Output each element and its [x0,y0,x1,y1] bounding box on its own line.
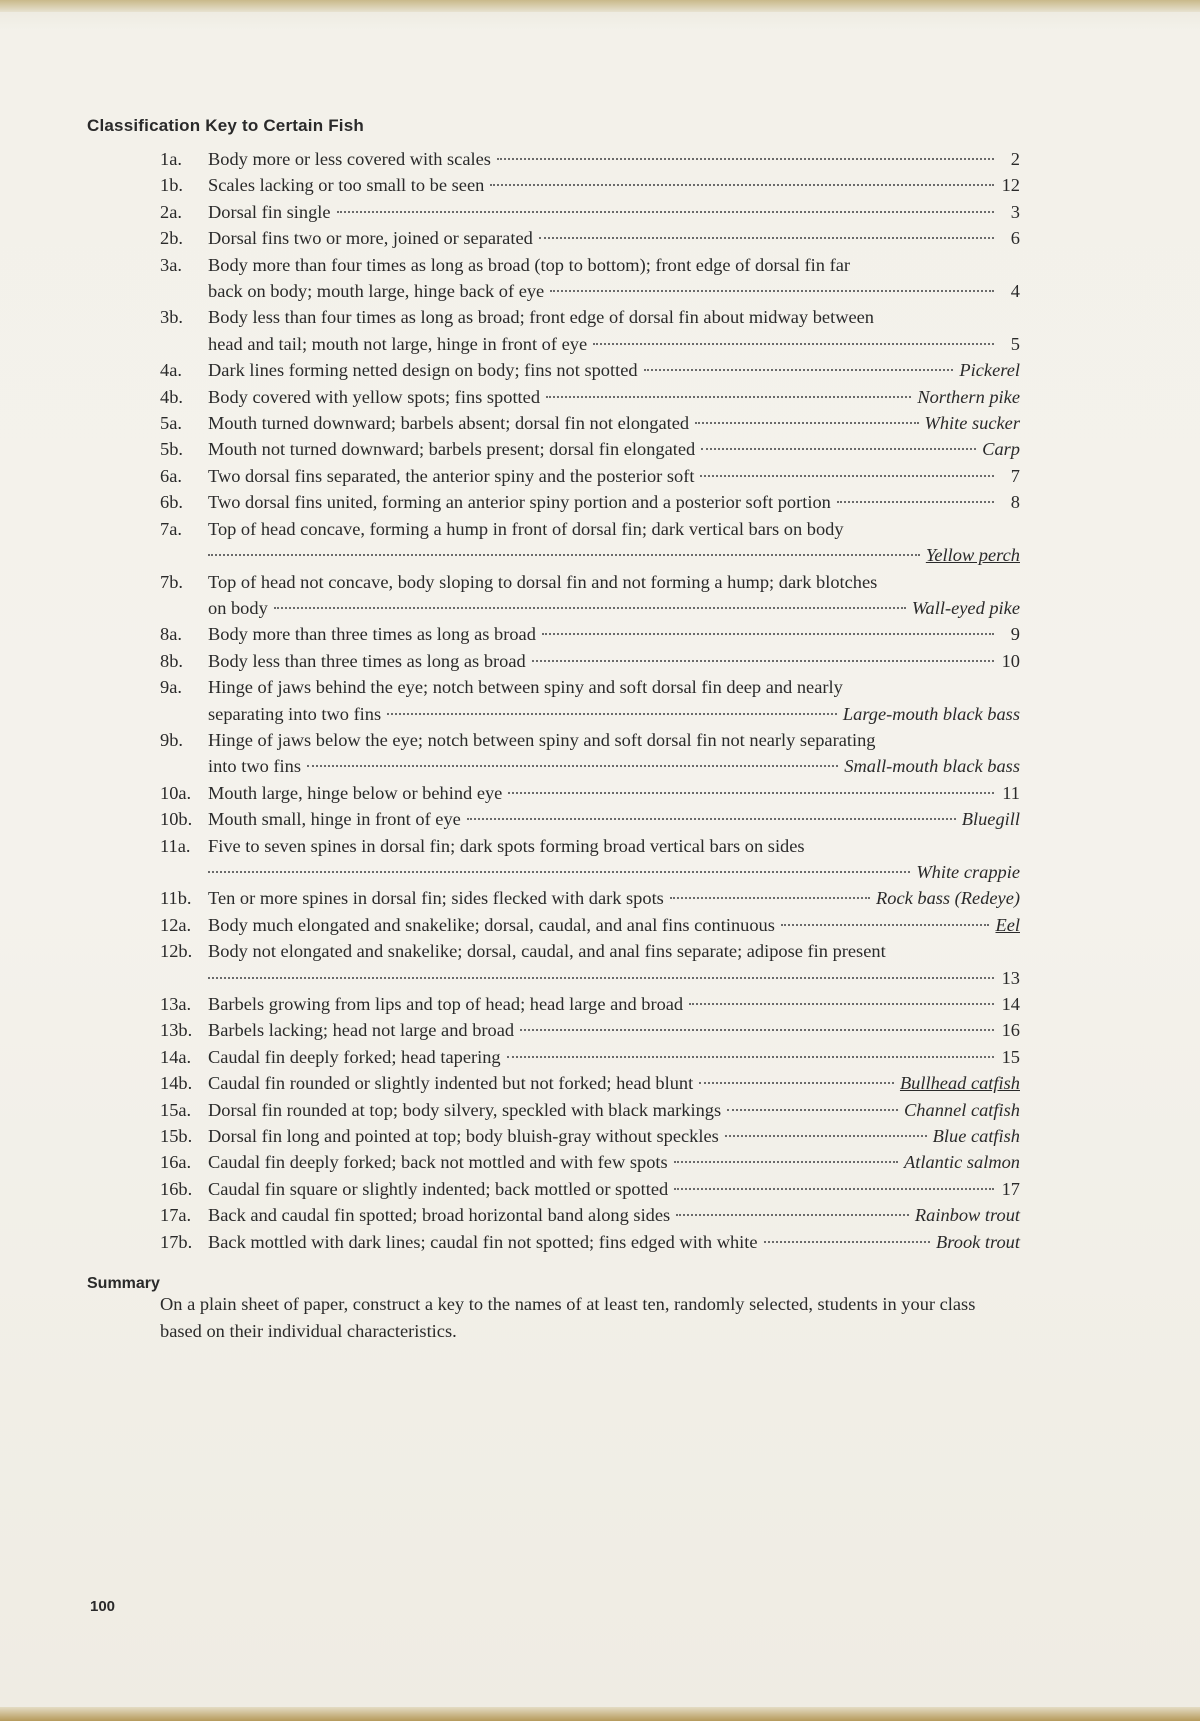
entry-result: 10 [1001,650,1020,671]
entry-description [208,304,1020,357]
key-entry [160,1044,1020,1070]
entry-text: Dorsal fin single [208,201,331,222]
entry-result: 12 [1001,175,1020,196]
entry-code: 11a. [160,835,191,856]
entry-text: Mouth small, hinge in front of eye [208,809,461,830]
key-entry [160,463,1020,489]
entry-text: Dorsal fins two or more, joined or separated [208,228,533,249]
entry-text: Top of head concave, forming a hump in front of dorsal fin; dark vertical bars on body [208,518,844,539]
leader-dots [337,211,994,213]
entry-code: 15b. [160,1126,193,1147]
summary-heading: Summary [87,1275,160,1292]
leader-dots [307,765,838,767]
key-entry [160,199,1020,225]
key-entry [160,410,1020,436]
leader-dots [725,1135,927,1137]
entry-text: Caudal fin rounded or slightly indented but not forked; head blunt [208,1073,694,1094]
entry-description [208,489,1020,515]
entry-result: 13 [1001,967,1020,988]
entry-result: Eel [995,914,1020,935]
entry-description [208,172,1020,198]
entry-result: Atlantic salmon [904,1152,1020,1173]
key-entry [160,146,1020,172]
entry-text: back on body; mouth large, hinge back of eye [208,281,545,302]
entry-description [208,912,1020,938]
entry-code: 6b. [160,492,183,513]
key-entry [160,516,1020,569]
key-entry [160,357,1020,383]
entry-code: 10b. [160,809,193,830]
key-entry [160,1097,1020,1123]
entry-code: 5b. [160,439,183,460]
entry-description [208,1123,1020,1149]
entry-code: 16a. [160,1152,192,1173]
entry-result: 11 [1002,782,1020,803]
leader-dots [490,184,994,186]
key-entry [160,1176,1020,1202]
entry-code: 17b. [160,1231,193,1252]
leader-dots [497,158,994,160]
leader-dots [674,1161,898,1163]
key-entry [160,991,1020,1017]
leader-dots [781,924,990,926]
entry-text: Mouth turned downward; barbels absent; dorsal fin not elongated [208,413,690,434]
entry-text: Dorsal fin rounded at top; body silvery, speckled with black markings [208,1099,722,1120]
entry-text: Body more than four times as long as broad (top to bottom); front edge of dorsal fin far [208,254,850,275]
entry-description [208,648,1020,674]
key-entry [160,1229,1020,1255]
entry-code: 10a. [160,782,192,803]
key-entry [160,885,1020,911]
leader-dots [674,1188,994,1190]
entry-result: Rainbow trout [914,1205,1020,1226]
entry-text: Body covered with yellow spots; fins spotted [208,386,541,407]
entry-text: Caudal fin deeply forked; back not mottled and with few spots [208,1152,668,1173]
leader-dots [644,369,954,371]
entry-result: Small-mouth black bass [844,756,1020,777]
leader-dots [550,290,994,292]
entry-code: 12a. [160,914,192,935]
entry-text: Body less than three times as long as broad [208,650,526,671]
entry-description [208,833,1020,886]
key-entry [160,780,1020,806]
entry-text: Hinge of jaws below the eye; notch between spiny and soft dorsal fin not nearly separating [208,729,876,750]
entry-code: 1b. [160,175,183,196]
entry-text: Five to seven spines in dorsal fin; dark spots forming broad vertical bars on sides [208,835,805,856]
entry-result: Bullhead catfish [899,1073,1020,1094]
entry-text: Ten or more spines in dorsal fin; sides flecked with dark spots [208,888,664,909]
entry-description [208,727,1020,780]
entry-description [208,1097,1020,1123]
leader-dots [208,554,920,556]
entry-code: 13b. [160,1020,193,1041]
entry-result: Bluegill [961,809,1020,830]
entry-code: 13a. [160,994,192,1014]
key-entry [160,304,1020,357]
entry-description [208,1229,1020,1255]
entry-result: 14 [1001,994,1020,1014]
entry-result: 8 [1010,492,1020,513]
entry-text: Barbels lacking; head not large and broad [208,1020,515,1041]
entry-code: 3a. [160,254,182,275]
entry-text: Body much elongated and snakelike; dorsal, caudal, and anal fins continuous [208,914,775,935]
entry-description [208,463,1020,489]
entry-result: 15 [1001,1046,1020,1067]
entry-result: Carp [982,439,1020,460]
entry-description [208,991,1020,1017]
leader-dots [532,660,994,662]
entry-code: 11b. [160,888,192,909]
entry-result: 16 [1001,1020,1020,1041]
entry-code: 14b. [160,1073,193,1094]
entry-description [208,569,1020,622]
entry-code: 4a. [160,360,182,381]
key-entry [160,674,1020,727]
entry-result: 2 [1010,149,1020,169]
leader-dots [695,422,918,424]
entry-description [208,436,1020,462]
entry-description [208,225,1020,251]
entry-result: 17 [1001,1178,1020,1199]
leader-dots [727,1109,898,1111]
classification-key [160,146,1020,1255]
entry-text: Dorsal fin long and pointed at top; body bluish-gray without speckles [208,1126,719,1147]
key-entry [160,1070,1020,1096]
entry-result: 5 [1010,333,1020,354]
entry-text: Back mottled with dark lines; caudal fin not spotted; fins edged with white [208,1231,758,1252]
page-number: 100 [90,1598,116,1615]
entry-code: 15a. [160,1099,192,1120]
leader-dots [701,448,976,450]
entry-result: Brook trout [936,1231,1020,1252]
leader-dots [520,1029,994,1031]
entry-result: Rock bass (Redeye) [876,888,1020,909]
entry-text: Body not elongated and snakelike; dorsal, caudal, and anal fins separate; adipose fin present [208,941,886,962]
entry-text: Caudal fin deeply forked; head tapering [208,1046,501,1067]
key-entry [160,938,1020,991]
entry-text: Body more or less covered with scales [208,149,491,169]
entry-text: separating into two fins [208,703,382,724]
entry-result: 4 [1010,281,1020,302]
entry-text: Back and caudal fin spotted; broad horizontal band along sides [208,1205,671,1226]
entry-result: 6 [1010,228,1020,249]
leader-dots [700,475,994,477]
entry-text: Dark lines forming netted design on body; fins not spotted [208,360,638,381]
entry-result: Wall-eyed pike [911,597,1020,618]
page-title: Classification Key to Certain Fish [87,116,364,135]
entry-description [208,806,1020,832]
key-entry [160,489,1020,515]
entry-text: Body less than four times as long as broad; front edge of dorsal fin about midway between [208,307,874,328]
entry-description [208,1176,1020,1202]
entry-description [208,674,1020,727]
entry-result: Blue catfish [932,1126,1020,1147]
entry-text: Two dorsal fins united, forming an anterior spiny portion and a posterior soft portion [208,492,831,513]
leader-dots [699,1082,894,1084]
key-entry [160,727,1020,780]
entry-description [208,885,1020,911]
key-entry [160,569,1020,622]
entry-result: Pickerel [959,360,1020,381]
entry-code: 17a. [160,1205,192,1226]
entry-description [208,357,1020,383]
entry-description [208,1149,1020,1175]
key-entry [160,384,1020,410]
leader-dots [274,607,906,609]
key-entry [160,1017,1020,1043]
leader-dots [208,871,910,873]
entry-code: 8a. [160,624,182,645]
entry-description [208,410,1020,436]
entry-code: 8b. [160,650,183,671]
leader-dots [676,1214,909,1216]
leader-dots [542,633,994,635]
entry-code: 6a. [160,465,182,486]
leader-dots [507,1056,994,1058]
entry-description [208,621,1020,647]
entry-description [208,516,1020,569]
entry-code: 3b. [160,307,183,328]
leader-dots [593,343,994,345]
entry-text: head and tail; mouth not large, hinge in front of eye [208,333,588,354]
entry-text: Two dorsal fins separated, the anterior spiny and the posterior soft [208,465,695,486]
summary-text: On a plain sheet of paper, construct a key to the names of at least ten, randomly selected, students in your class based on their individual characteristics. [160,1294,976,1341]
leader-dots [208,977,994,979]
entry-result: Northern pike [917,386,1020,407]
key-entry [160,252,1020,305]
entry-result: White sucker [924,413,1020,434]
entry-description [208,1070,1020,1096]
leader-dots [670,897,870,899]
key-entry [160,806,1020,832]
entry-description [208,199,1020,225]
key-entry [160,172,1020,198]
entry-code: 2a. [160,201,182,222]
leader-dots [837,501,994,503]
entry-result: 7 [1010,465,1020,486]
entry-code: 9b. [160,729,183,750]
page-bottom-edge [0,1707,1200,1721]
entry-description [208,1017,1020,1043]
key-entry [160,1123,1020,1149]
leader-dots [387,713,837,715]
entry-result: Large-mouth black bass [842,703,1020,724]
entry-description [208,780,1020,806]
entry-text: Barbels growing from lips and top of head; head large and broad [208,994,684,1014]
entry-code: 12b. [160,941,193,962]
key-entry [160,1149,1020,1175]
entry-code: 2b. [160,228,183,249]
entry-result: 3 [1010,201,1020,222]
entry-description [208,384,1020,410]
key-entry [160,648,1020,674]
leader-dots [689,1003,994,1005]
key-entry [160,621,1020,647]
entry-code: 9a. [160,677,182,698]
entry-code: 5a. [160,413,182,434]
entry-description [208,252,1020,305]
entry-text: Top of head not concave, body sloping to dorsal fin and not forming a hump; dark blotches [208,571,878,592]
key-entry [160,225,1020,251]
leader-dots [467,818,956,820]
entry-result: Channel catfish [904,1099,1020,1120]
entry-text: into two fins [208,756,301,777]
key-entry [160,833,1020,886]
key-entry [160,1202,1020,1228]
entry-result: 9 [1010,624,1020,645]
entry-text: Hinge of jaws behind the eye; notch between spiny and soft dorsal fin deep and nearly [208,677,843,698]
entry-code: 1a. [160,149,182,169]
entry-code: 14a. [160,1046,192,1067]
leader-dots [539,237,994,239]
page-top-edge [0,0,1200,12]
entry-description [208,146,1020,172]
entry-code: 4b. [160,386,183,407]
leader-dots [764,1241,930,1243]
entry-result: White crappie [916,861,1020,882]
leader-dots [546,396,911,398]
key-entry [160,912,1020,938]
entry-description [208,938,1020,991]
entry-code: 16b. [160,1178,193,1199]
leader-dots [508,792,994,794]
entry-text: Mouth large, hinge below or behind eye [208,782,503,803]
entry-text: Scales lacking or too small to be seen [208,175,485,196]
entry-text: Caudal fin square or slightly indented; back mottled or spotted [208,1178,669,1199]
entry-description [208,1202,1020,1228]
entry-text: Mouth not turned downward; barbels present; dorsal fin elongated [208,439,696,460]
entry-result: Yellow perch [925,545,1020,566]
entry-code: 7a. [160,518,182,539]
entry-text: Body more than three times as long as broad [208,624,536,645]
entry-text: on body [208,597,268,618]
entry-code: 7b. [160,571,183,592]
entry-description [208,1044,1020,1070]
key-entry [160,436,1020,462]
